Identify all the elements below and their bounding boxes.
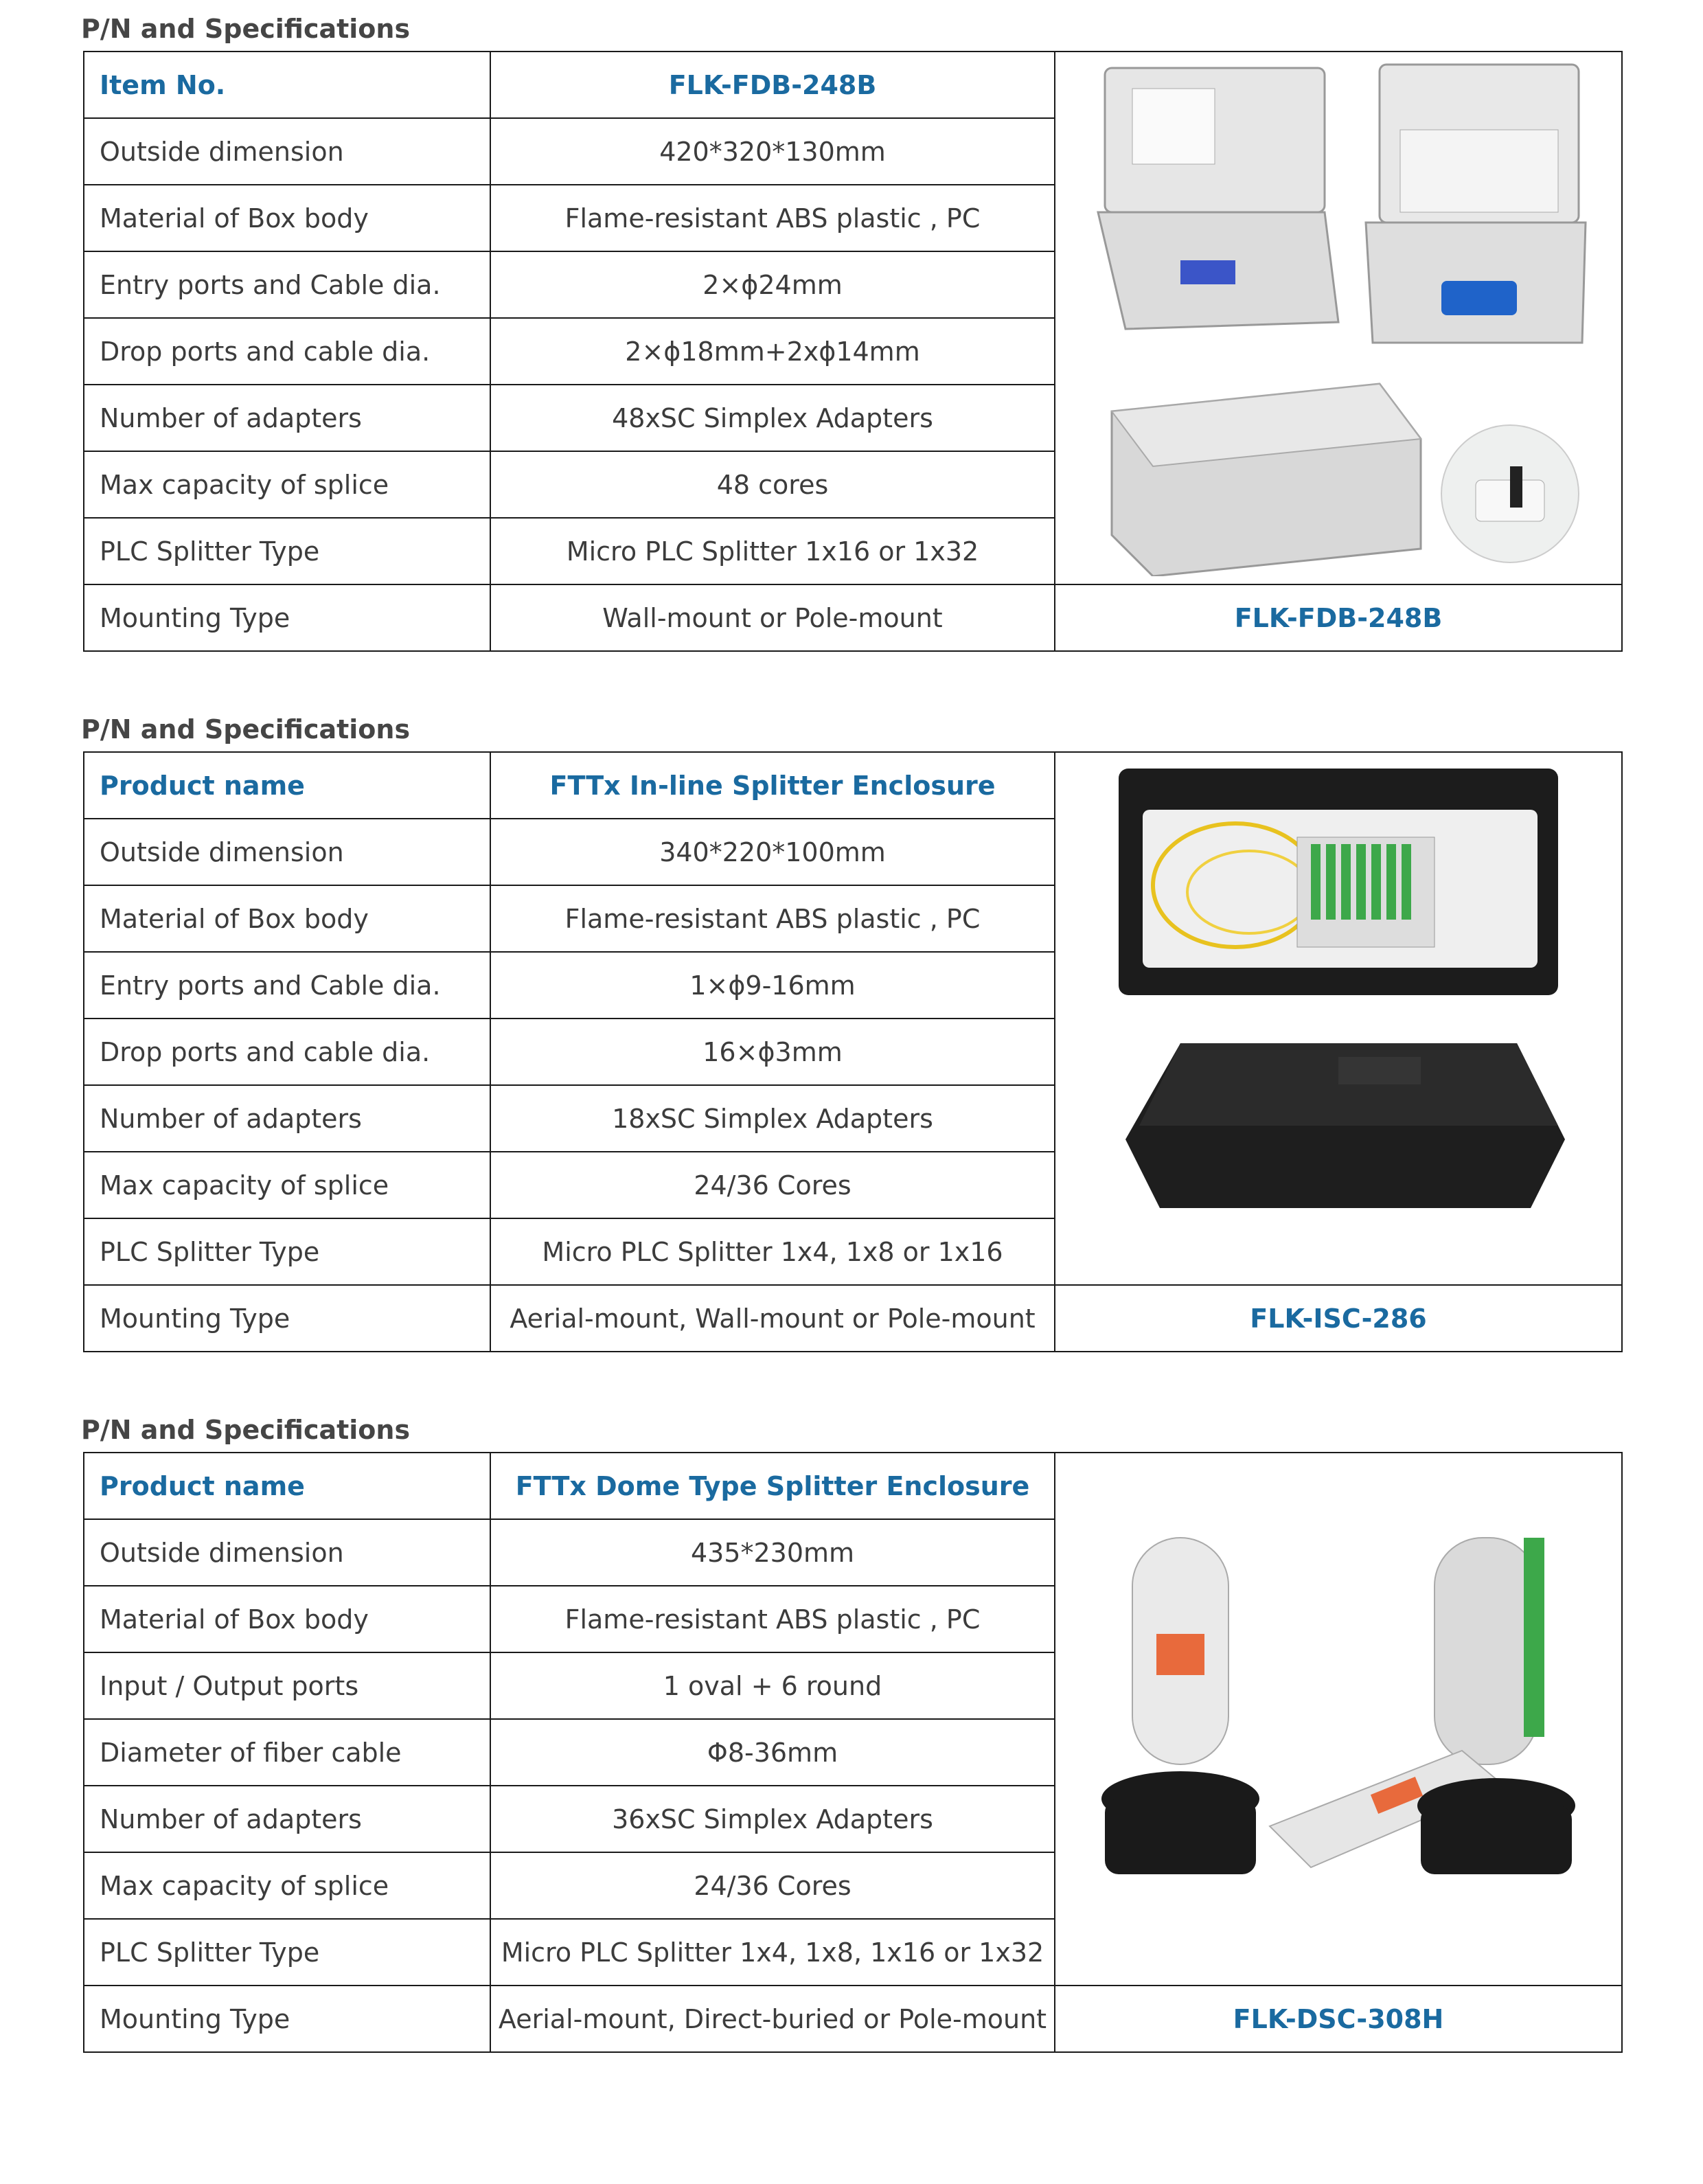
row-label: Mounting Type: [84, 1285, 490, 1352]
row-value: 18xSC Simplex Adapters: [490, 1085, 1055, 1152]
row-value: 48 cores: [490, 451, 1055, 518]
row-value: 24/36 Cores: [490, 1852, 1055, 1919]
header-value: FLK-FDB-248B: [490, 52, 1055, 118]
header-label: Product name: [84, 1453, 490, 1519]
section-title: P/N and Specifications: [81, 714, 411, 744]
row-label: Material of Box body: [84, 185, 490, 251]
row-label: Mounting Type: [84, 584, 490, 651]
row-value: Micro PLC Splitter 1x4, 1x8 or 1x16: [490, 1218, 1055, 1285]
black-inline-enclosure-photo: [1077, 755, 1599, 1277]
header-label: Item No.: [84, 52, 490, 118]
row-label: Max capacity of splice: [84, 1152, 490, 1218]
row-value: 2×ϕ24mm: [490, 251, 1055, 318]
product-photo-cell: [1055, 1453, 1622, 1986]
row-label: Material of Box body: [84, 885, 490, 952]
row-value: Aerial-mount, Wall-mount or Pole-mount: [490, 1285, 1055, 1352]
row-value: 24/36 Cores: [490, 1152, 1055, 1218]
row-value: 420*320*130mm: [490, 118, 1055, 185]
row-value: 36xSC Simplex Adapters: [490, 1786, 1055, 1852]
row-value: Flame-resistant ABS plastic , PC: [490, 185, 1055, 251]
row-label: Entry ports and Cable dia.: [84, 251, 490, 318]
row-label: Outside dimension: [84, 118, 490, 185]
table-row: [84, 52, 1622, 118]
row-value: Wall-mount or Pole-mount: [490, 584, 1055, 651]
row-label: Number of adapters: [84, 1085, 490, 1152]
row-value: Flame-resistant ABS plastic , PC: [490, 1586, 1055, 1652]
row-value: Micro PLC Splitter 1x16 or 1x32: [490, 518, 1055, 584]
row-label: PLC Splitter Type: [84, 518, 490, 584]
row-label: Number of adapters: [84, 385, 490, 451]
model-number: FLK-FDB-248B: [1055, 584, 1622, 651]
row-label: Outside dimension: [84, 819, 490, 885]
row-label: PLC Splitter Type: [84, 1919, 490, 1986]
row-value: Micro PLC Splitter 1x4, 1x8, 1x16 or 1x32: [490, 1919, 1055, 1986]
table-row: [84, 1986, 1622, 2052]
row-value: 2×ϕ18mm+2xϕ14mm: [490, 318, 1055, 385]
row-value: 1×ϕ9-16mm: [490, 952, 1055, 1019]
header-value: FTTx Dome Type Splitter Enclosure: [490, 1453, 1055, 1519]
dome-enclosure-photo: [1077, 1524, 1599, 1909]
row-value: 16×ϕ3mm: [490, 1019, 1055, 1085]
row-value: Φ8-36mm: [490, 1719, 1055, 1786]
model-number: FLK-DSC-308H: [1055, 1986, 1622, 2052]
spec-table: [83, 751, 1623, 1352]
row-label: Diameter of fiber cable: [84, 1719, 490, 1786]
row-value: Aerial-mount, Direct-buried or Pole-mount: [490, 1986, 1055, 2052]
section-title: P/N and Specifications: [81, 14, 411, 44]
table-row: [84, 1453, 1622, 1519]
spec-section-3: [0, 1415, 1703, 2074]
grey-distribution-box-photo: [1077, 54, 1599, 576]
row-label: Number of adapters: [84, 1786, 490, 1852]
row-value: Flame-resistant ABS plastic , PC: [490, 885, 1055, 952]
row-value: 340*220*100mm: [490, 819, 1055, 885]
product-photo-cell: [1055, 52, 1622, 584]
row-label: PLC Splitter Type: [84, 1218, 490, 1285]
row-label: Max capacity of splice: [84, 1852, 490, 1919]
header-value: FTTx In-line Splitter Enclosure: [490, 752, 1055, 819]
row-value: 1 oval + 6 round: [490, 1652, 1055, 1719]
row-value: 48xSC Simplex Adapters: [490, 385, 1055, 451]
product-photo-cell: [1055, 752, 1622, 1285]
row-label: Entry ports and Cable dia.: [84, 952, 490, 1019]
row-label: Max capacity of splice: [84, 451, 490, 518]
table-row: [84, 752, 1622, 819]
row-label: Drop ports and cable dia.: [84, 1019, 490, 1085]
row-label: Input / Output ports: [84, 1652, 490, 1719]
section-title: P/N and Specifications: [81, 1415, 411, 1445]
spec-section-1: [0, 14, 1703, 673]
spec-table: [83, 1452, 1623, 2053]
spec-section-2: [0, 714, 1703, 1374]
header-label: Product name: [84, 752, 490, 819]
row-label: Material of Box body: [84, 1586, 490, 1652]
table-row: [84, 584, 1622, 651]
row-value: 435*230mm: [490, 1519, 1055, 1586]
row-label: Mounting Type: [84, 1986, 490, 2052]
model-number: FLK-ISC-286: [1055, 1285, 1622, 1352]
table-row: [84, 1285, 1622, 1352]
spec-table: [83, 51, 1623, 652]
row-label: Drop ports and cable dia.: [84, 318, 490, 385]
row-label: Outside dimension: [84, 1519, 490, 1586]
